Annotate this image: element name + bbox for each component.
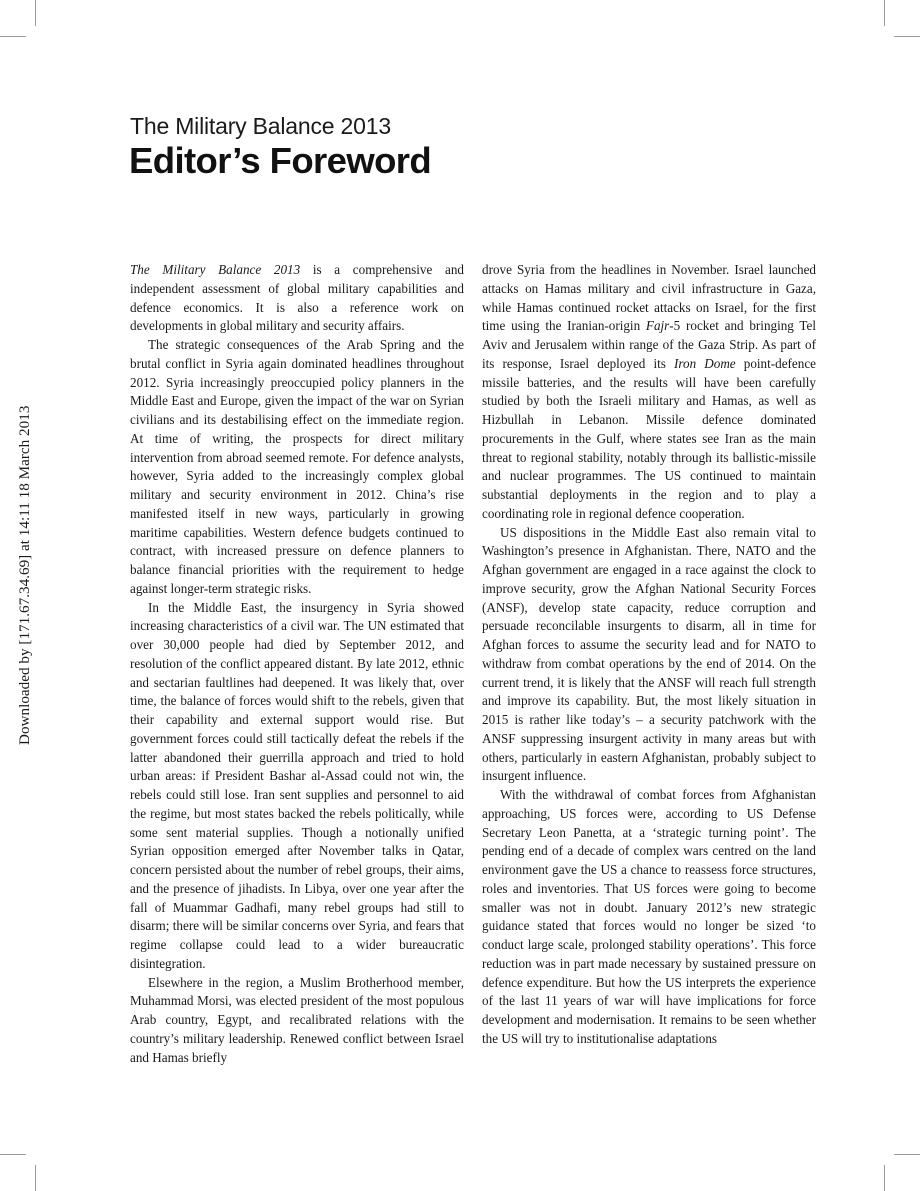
paragraph: With the withdrawal of combat forces from Afghanistan approaching, US forces were, according to US Defense Secretary Leon Panetta, at a ‘strategic turning point’. The pending end of a decade of complex wars centred on the land environment gave the US a chance to reassess force structures, roles and inventories. That US forces were going to become smaller was not in doubt. January 2012’s new strategic guidance stated that forces would no longer be sized ‘to conduct large scale, prolonged stability operations’. This force reduction was in part made necessary by sustained pressure on defence expenditure. But how the US interprets the experience of the last 11 years of war will have implications for force development and modernisation. It remains to be seen whether the US will try to institutionalise adaptations <box>482 787 816 1046</box>
paragraph: In the Middle East, the insurgency in Syria showed increasing characteristics of a civil war. The UN estimated that over 30,000 people had died by September 2012, and resolution of the conflict appeared distant. By late 2012, ethnic and sectarian faultlines had deepened. It was likely that, over time, the balance of forces would shift to the rebels, given that their capability and external support would rise. But government forces could still tactically defeat the rebels if the latter abandoned their guerrilla approach and tried to hold urban areas: if President Bashar al-Assad could not win, the rebels could still lose. Iran sent supplies and personnel to aid the regime, but most states backed the rebels politically, while some sent material supplies. Though a notionally unified Syrian opposition emerged after November talks in Qatar, concern persisted about the number of rebel groups, their aims, and the presence of jihadists. In Libya, over one year after the fall of Muammar Gadhafi, many rebel groups had still to disarm; there will be similar concerns over Syria, and fears that regime collapse could lead to a wider bureaucratic disintegration. <box>130 599 464 971</box>
crop-mark <box>884 0 885 26</box>
system-name: Iron Dome <box>674 355 736 371</box>
paragraph: US dispositions in the Middle East also remain vital to Washington’s presence in Afghanistan. There, NATO and the Afghan government are engaged in a race against the clock to improve security, grow the Afghan National Security Forces (ANSF), develop state capacity, reduce corruption and persuade reconcilable insurgents to disarm, all in time for Afghan forces to assume the security lead and for NATO to withdraw from combat operations by the end of 2014. On the current trend, it is likely that the ANSF will reach full strength and improve its capability. But, the most likely situation in 2015 is rather like today’s – a security patchwork with the ANSF suppressing insurgent activity in many areas but with others, particularly in eastern Afghanistan, probably subject to insurgent influence. <box>482 524 816 784</box>
crop-mark <box>35 0 36 26</box>
crop-mark <box>894 1154 920 1155</box>
rocket-name: Fajr <box>645 318 670 334</box>
book-title: The Military Balance 2013 <box>130 262 301 277</box>
crop-mark <box>35 1165 36 1191</box>
download-stamp: Downloaded by [171.67.34.69] at 14:11 18 March 2013 <box>16 405 33 745</box>
left-column <box>130 261 464 1067</box>
paragraph: Elsewhere in the region, a Muslim Brotherhood member, Muhammad Morsi, was elected president of the most populous Arab country, Egypt, and recalibrated relations with the country’s military leadership. Renewed conflict between Israel and Hamas briefly <box>130 974 464 1065</box>
right-column <box>482 261 816 1049</box>
page-title: Editor’s Foreword <box>129 140 432 181</box>
crop-mark <box>0 36 26 37</box>
paragraph: The Military Balance 2013 is a comprehensive and independent assessment of global military capabilities and defence economics. It is also a reference work on developments in global military and security affairs. <box>130 262 464 334</box>
crop-mark <box>0 1154 26 1155</box>
crop-mark <box>884 1165 885 1191</box>
crop-mark <box>894 36 920 37</box>
publication-subtitle: The Military Balance 2013 <box>130 113 391 139</box>
paragraph: The strategic consequences of the Arab Spring and the brutal conflict in Syria again dominated headlines throughout 2012. Syria increasingly preoccupied policy planners in the Middle East and Europe, given the impact of the war on Syrian civilians and its destabilising effect on the immediate region. At time of writing, the prospects for direct military intervention from abroad seemed remote. For defence analysts, however, Syria added to the increasingly complex global military and security environment in 2012. China’s rise manifested itself in new ways, particularly in growing maritime capabilities. Western defence budgets continued to contract, with increased pressure on defence planners to balance financial priorities with the requirement to hedge against longer-term strategic risks. <box>130 337 464 596</box>
paragraph: drove Syria from the headlines in November. Israel launched attacks on Hamas military and civil infrastructure in Gaza, while Hamas continued rocket attacks on Israel, for the first time using the Iranian-origin Fajr-5 rocket and bringing Tel Aviv and Jerusalem within range of the Gaza Strip. As part of its response, Israel deployed its Iron Dome point-defence missile batteries, and the results will have been carefully studied by both the Israeli military and Hamas, as well as Hizbullah in Lebanon. Missile defence dominated procurements in the Gulf, where states see Iran as the main threat to regional stability, notably through its ballistic-missile and nuclear programmes. The US continued to maintain substantial deployments in the region and to play a coordinating role in regional defence cooperation. <box>482 262 816 521</box>
